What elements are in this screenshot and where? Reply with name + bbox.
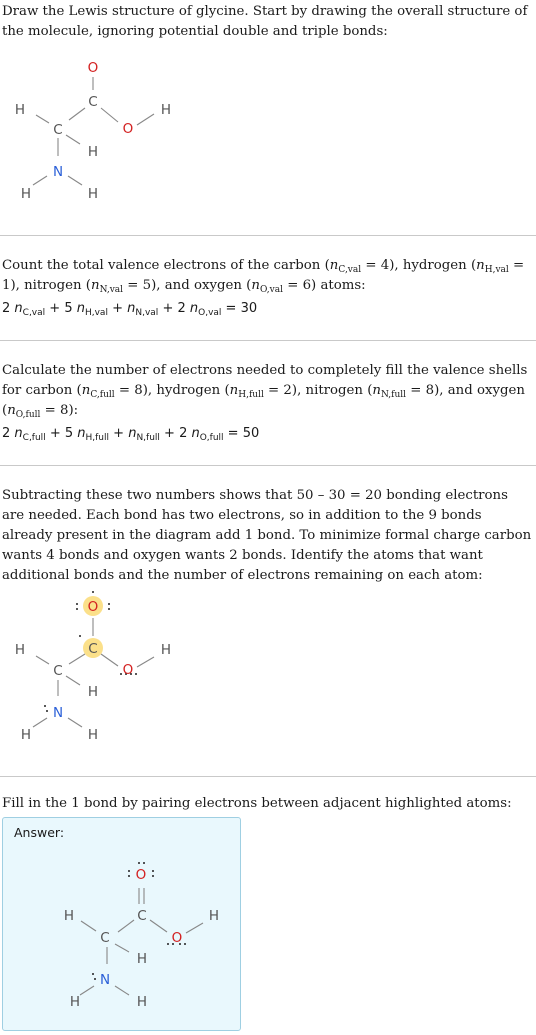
- hydrogen-atom: H: [160, 642, 172, 658]
- nitrogen-atom: N: [52, 705, 64, 721]
- final-instruction-text: Fill in the 1 bond by pairing electrons between adjacent highlighted atoms:: [2, 796, 512, 811]
- divider: [0, 776, 536, 777]
- oxygen-atom: O: [122, 662, 134, 678]
- hydrogen-atom: H: [208, 908, 220, 924]
- hydrogen-atom: H: [14, 102, 26, 118]
- carbon-atom: C: [88, 641, 98, 657]
- oxygen-atom: O: [87, 599, 99, 615]
- full-shell-equation: 2 $n_{C,full} + 5$ $n_{H,full} + n_{N,full} + 2$ $n_{O,full} = 50$: [2, 426, 260, 443]
- hydrogen-atom: H: [87, 684, 99, 700]
- full-shell-text: Calculate the number of electrons needed to completely fill the valence shells for carbon $(n_{C,full} = 8)$, hydrogen $(n_{H,full} = 2)$, nitrogen $(n_{N,full} = 8)$, and oxygen $(n_{O,full} = 8)$:: [2, 363, 528, 420]
- divider: [0, 235, 536, 236]
- answer-label: Answer:: [14, 825, 65, 840]
- bonding-explanation-text: Subtracting these two numbers shows that 50 – 30 = 20 bonding electrons are needed. Each bond has two electrons, so in addition to the 9 bonds already present in the diagram add 1 bond. To minimize formal charge carbon wants 4 bonds and oxygen wants 2 bonds. Identify the atoms that want additional bonds and the number of electrons remaining on each atom:: [2, 488, 532, 583]
- hydrogen-atom: H: [20, 727, 32, 743]
- hydrogen-atom: H: [63, 908, 75, 924]
- glycine-skeleton-structure: [0, 50, 200, 210]
- hydrogen-atom: H: [69, 994, 81, 1010]
- hydrogen-atom: H: [136, 994, 148, 1010]
- hydrogen-atom: H: [160, 102, 172, 118]
- oxygen-atom: O: [87, 60, 99, 76]
- hydrogen-atom: H: [87, 144, 99, 160]
- hydrogen-atom: H: [87, 727, 99, 743]
- oxygen-atom: O: [122, 121, 134, 137]
- carbon-atom: C: [53, 663, 63, 679]
- carbon-atom: C: [53, 122, 63, 138]
- hydrogen-atom: H: [14, 642, 26, 658]
- carbon-atom: C: [137, 908, 147, 924]
- glycine-lewis-structure: [49, 858, 239, 1018]
- hydrogen-atom: H: [20, 186, 32, 202]
- oxygen-atom: O: [171, 930, 183, 946]
- intro-text: Draw the Lewis structure of glycine. Start by drawing the overall structure of the molecule, ignoring potential double and triple bonds:: [2, 4, 528, 39]
- glycine-highlighted-structure: [0, 590, 200, 750]
- hydrogen-atom: H: [136, 951, 148, 967]
- oxygen-atom: O: [135, 867, 147, 883]
- answer-box: [2, 817, 241, 1031]
- nitrogen-atom: N: [99, 972, 111, 988]
- valence-equation: 2 $n_{C,val} + 5$ $n_{H,val} + n_{N,val} + 2$ $n_{O,val} = 30$: [2, 301, 258, 318]
- divider: [0, 465, 536, 466]
- divider: [0, 340, 536, 341]
- carbon-atom: C: [88, 94, 98, 110]
- carbon-atom: C: [100, 930, 110, 946]
- valence-count-text: Count the total valence electrons of the carbon $(n_{C,val} = 4)$, hydrogen $(n_{H,val} = 1)$, nitrogen $(n_{N,val} = 5)$, and oxygen $(n_{O,val} = 6)$ atoms:: [2, 258, 525, 295]
- nitrogen-atom: N: [52, 164, 64, 180]
- hydrogen-atom: H: [87, 186, 99, 202]
